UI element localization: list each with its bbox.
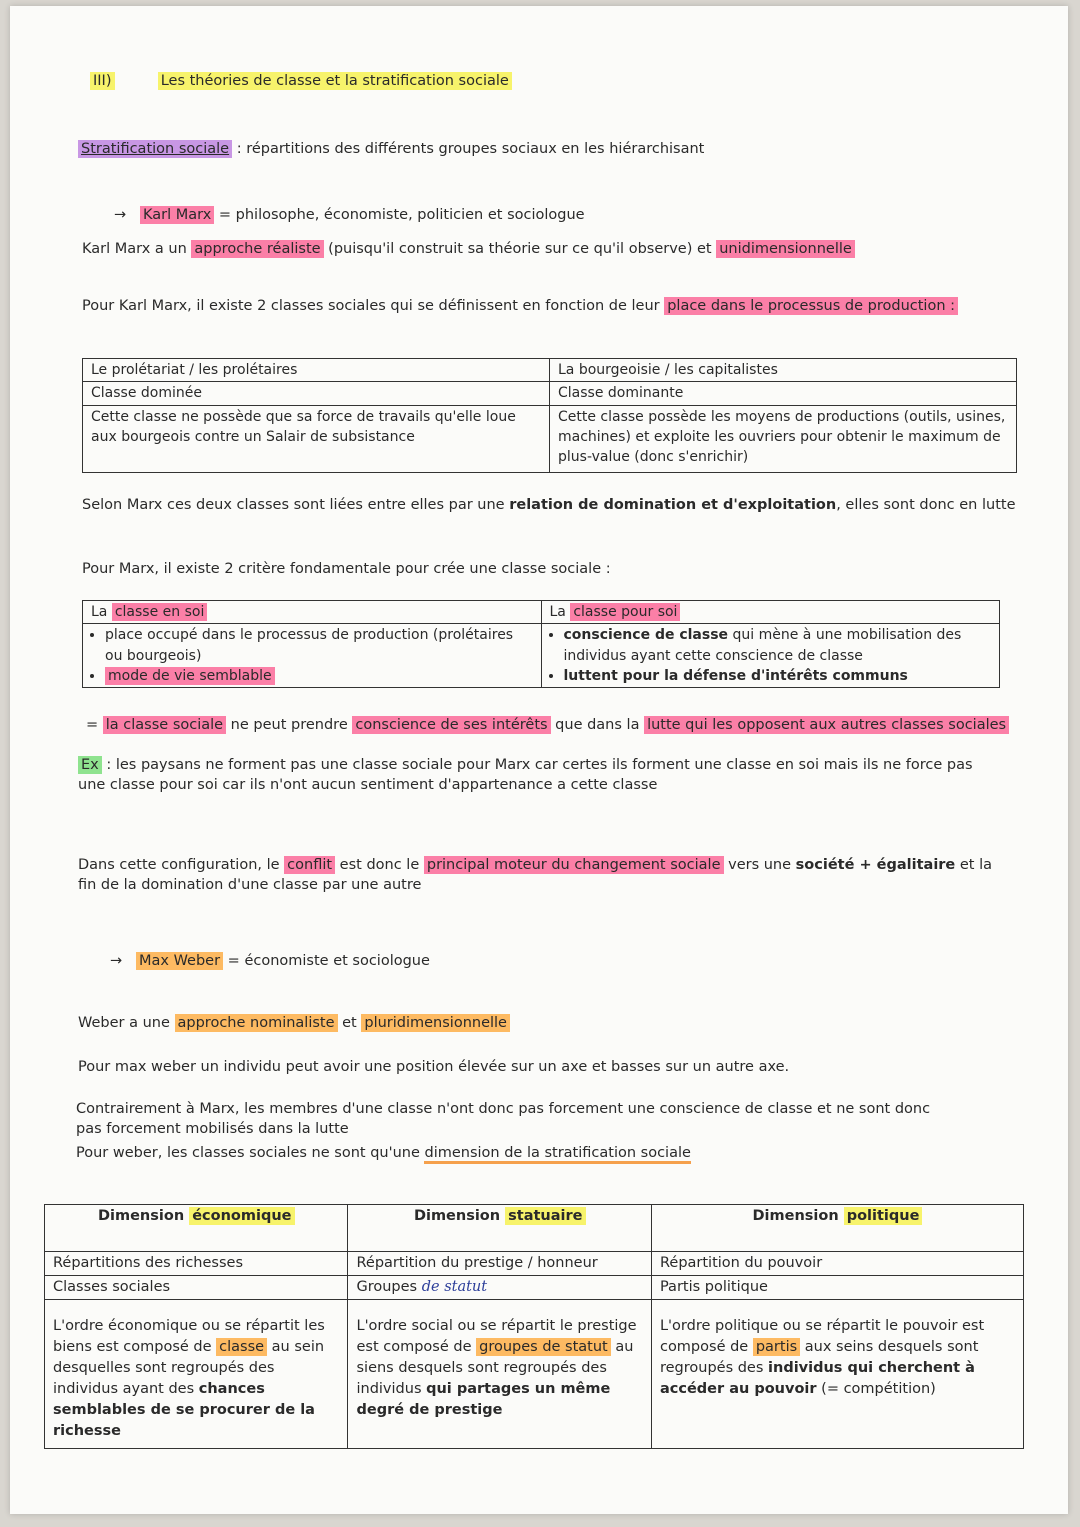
dim-eco-r1: Répartitions des richesses [45,1252,348,1276]
classe-en-soi-hl: classe en soi [112,603,208,621]
weber-approach-hl2: pluridimensionnelle [361,1014,510,1032]
dim-stat-r2-pre: Groupes [356,1279,422,1296]
dim-stat-hl2: groupes de statut [476,1338,611,1356]
marx-approach-pre: Karl Marx a un [82,241,192,257]
dim-pol-pre: Dimension [752,1208,844,1224]
dim-eco-hl: économique [189,1207,294,1225]
dimensions-table [44,1204,1024,1449]
conflict-hl2: principal moteur du changement sociale [424,856,724,874]
dim-stat-t2: au siens desquels sont regroupés des individus [356,1339,634,1398]
section-heading [90,72,512,92]
proletariat-desc: Cette classe ne possède que sa force de travails qu'elle loue aux bourgeois contre un Salair de subsistance [83,405,550,472]
dim-stat-pre: Dimension [413,1208,506,1224]
dim-pol-bold: individus qui cherchent à accéder au pouvoir [659,1360,975,1398]
luttent-bold: luttent pour la défense d'intérêts communs [563,667,908,684]
weber-approach-pre: Weber a une [78,1015,175,1031]
conflict-t3: vers une [723,857,796,873]
dim-eco-desc [45,1300,348,1449]
marx-classes-pre: Pour Karl Marx, il existe 2 classes sociales qui se définissent en fonction de leur [82,298,665,314]
dim-stat-r2 [348,1276,651,1300]
conscience-eq: = [86,717,103,733]
marx-name: Karl Marx [140,206,214,224]
conflict-hl1: conflit [284,856,335,874]
conscience-t2: que dans la [550,717,645,733]
dim-eco-bold: chances semblables de se procurer de la richesse [53,1381,315,1440]
section-number: III) [90,72,115,90]
list-item [105,666,533,686]
criteria-table [82,600,1000,688]
dim-stat-r1: Répartition du prestige / honneur [348,1252,651,1276]
relation-pre: Selon Marx ces deux classes sont liées entre elles par une [82,497,510,513]
weber-dimension [76,1144,691,1164]
definition-line [78,140,704,160]
bourgeoisie-label: La bourgeoisie / les capitalistes [550,359,1017,382]
dim-eco-pre: Dimension [97,1208,190,1224]
conflict-t2: est donc le [335,857,424,873]
dimension-economique-head [45,1205,348,1252]
dim-pol-r2: Partis politique [651,1276,1023,1300]
classe-pour-soi-pre: La [549,604,571,620]
marx-heading [114,206,585,226]
weber-name: Max Weber [136,952,223,970]
dim-stat-r2-hand: de statut [421,1279,488,1296]
dim-stat-desc [348,1300,651,1449]
conscience-rest: qui mène à une mobilisation des individus ayant cette conscience de classe [563,627,962,664]
dim-pol-t3: (= compétition) [816,1381,936,1398]
conscience-line [86,716,1009,736]
dim-eco-hl2: classe [216,1338,267,1356]
marx-approach-mid: (puisqu'il construit sa théorie sur ce qu'il observe) et [323,241,717,257]
dim-pol-t2: aux seins desquels sont regroupés des [659,1339,979,1377]
dim-eco-t1: L'ordre économique ou se répartit les biens est composé de [53,1318,325,1356]
classe-en-soi-body [83,624,542,688]
weber-heading [110,952,430,972]
list-item [564,666,992,686]
conflict-paragraph [78,856,998,895]
weber-dimension-pre: Pour weber, les classes sociales ne sont qu'une [76,1145,425,1161]
dim-eco-t2: au sein desquelles sont regroupés des individus ayant des [53,1339,325,1398]
section-title: Les théories de classe et la stratification sociale [158,72,512,90]
marx-classes [82,297,958,317]
marx-approach-hl: approche réaliste [191,240,323,258]
example-tag: Ex [78,756,102,774]
arrow-icon: → [110,953,123,969]
conscience-t1: ne peut prendre [226,717,353,733]
marx-approach-hl2: unidimensionnelle [716,240,855,258]
proletariat-label: Le prolétariat / les prolétaires [83,359,550,382]
list-item: • place occupé dans le processus de production (prolétaires ou bourgeois) [105,625,533,666]
dim-pol-hl: politique [844,1207,923,1225]
dim-stat-bold: qui partages un même degré de prestige [356,1381,611,1419]
dim-pol-desc [651,1300,1023,1449]
relation-bold: relation de domination et d'exploitation [509,497,837,513]
proletariat-status: Classe dominée [83,382,550,405]
example-text: : les paysans ne forment pas une classe sociale pour Marx car certes ils forment une classe en soi mais ils ne force pas une classe pour soi car ils n'ont aucun sentiment d'appartenance a cette classe [78,757,973,793]
classe-en-soi-pre: La [91,604,112,620]
dim-pol-hl2: partis [753,1338,800,1356]
relation-line [82,496,1016,516]
weber-dimension-hl: dimension de la stratification sociale [424,1145,690,1164]
conflict-t4: et la fin de la domination d'une classe par une autre [78,857,993,893]
classe-pour-soi-body [541,624,1000,688]
conflict-t1: Dans cette configuration, le [78,857,285,873]
dim-stat-t1: L'ordre social ou se répartit le prestige est composé de [356,1318,637,1356]
weber-axis: Pour max weber un individu peut avoir une position élevée sur un axe et basses sur un autre axe. [78,1059,790,1075]
list-item [564,625,992,666]
dim-stat-hl: statuaire [505,1207,585,1225]
bourgeoisie-desc: Cette classe possède les moyens de productions (outils, usines, machines) et exploite les ouvriers pour obtenir le maximum de plus-value (donc s'enrichir) [550,405,1017,472]
classe-pour-soi-hl: classe pour soi [570,603,680,621]
classe-pour-soi-head [541,601,1000,624]
bourgeoisie-status: Classe dominante [550,382,1017,405]
classes-table [82,358,1017,473]
conflict-bold: société + égalitaire [795,857,956,873]
dim-pol-t1: L'ordre politique ou se répartit le pouvoir est composé de [659,1318,985,1356]
criteria-intro: Pour Marx, il existe 2 critère fondamentale pour crée une classe sociale : [82,561,611,577]
definition-term: Stratification sociale [78,140,232,158]
notebook-page [10,6,1068,1514]
weber-approach-mid: et [337,1015,362,1031]
weber-role: = économiste et sociologue [223,953,430,969]
dimension-politique-head [651,1205,1023,1252]
conscience-hl3: lutte qui les opposent aux autres classes sociales [644,716,1009,734]
marx-classes-hl: place dans le processus de production : [664,297,958,315]
classe-en-soi-head [83,601,542,624]
relation-post: , elles sont donc en lutte [836,497,1016,513]
weber-approach [78,1014,510,1034]
mode-de-vie-hl: mode de vie semblable [105,667,275,685]
example-paragraph [78,756,988,795]
weber-contrary: Contrairement à Marx, les membres d'une classe n'ont donc pas forcement une conscience de classe et ne sont donc pas forcement mobilisés dans la lutte [76,1101,931,1137]
dim-eco-r2: Classes sociales [45,1276,348,1300]
dim-pol-r1: Répartition du pouvoir [651,1252,1023,1276]
marx-approach [82,240,855,260]
weber-approach-hl: approche nominaliste [175,1014,338,1032]
conscience-hl1: la classe sociale [103,716,226,734]
definition-text: : répartitions des différents groupes sociaux en les hiérarchisant [232,141,705,157]
marx-role: = philosophe, économiste, politicien et sociologue [214,207,585,223]
conscience-bold: conscience de classe [563,627,729,644]
dimension-statuaire-head [348,1205,651,1252]
arrow-icon: → [114,207,127,223]
conscience-hl2: conscience de ses intérêts [352,716,550,734]
